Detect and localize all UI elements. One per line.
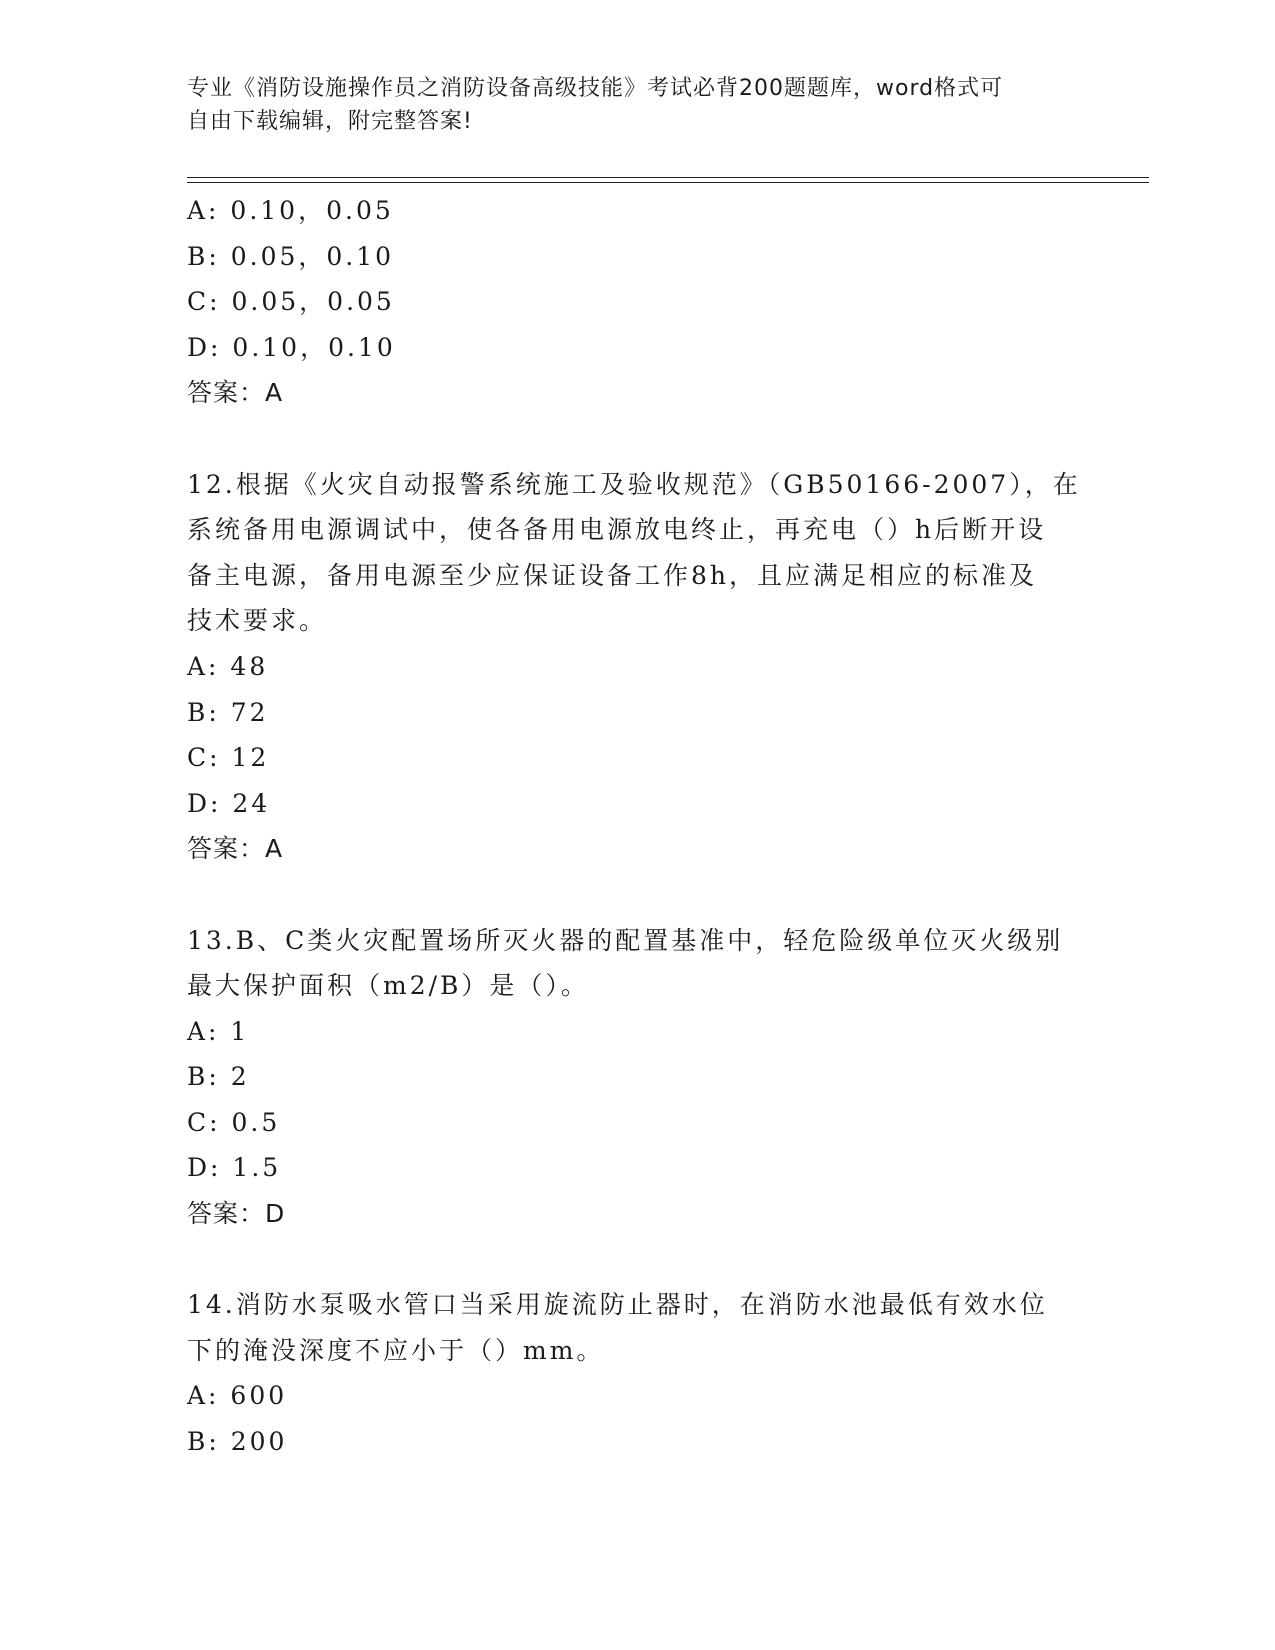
option-a: A: 0.10，0.05 (187, 196, 394, 225)
question-stem-line: 系统备用电源调试中，使各备用电源放电终止，再充电（）h后断开设 (187, 515, 1047, 545)
option-d: D: 0.10，0.10 (187, 332, 396, 362)
question-stem-line: 下的淹没深度不应小于（）mm。 (187, 1335, 605, 1365)
header-divider-bottom (187, 182, 1149, 183)
question-14 (187, 1282, 1087, 1464)
option-a: A: 48 (187, 651, 269, 681)
answer-text: 答案：D (187, 1199, 286, 1229)
option-c: C: 0.5 (187, 1107, 281, 1137)
question-stem-line: 最大保护面积（m2/B）是（）。 (187, 971, 589, 1001)
option-a: A: 600 (187, 1381, 288, 1411)
option-d: D: 1.5 (187, 1153, 282, 1183)
option-a: A: 1 (187, 1016, 250, 1046)
question-stem-line: 14.消防水泵吸水管口当采用旋流防止器时，在消防水池最低有效水位 (187, 1290, 1048, 1320)
option-b: B: 200 (187, 1427, 288, 1457)
option-b: B: 2 (187, 1062, 250, 1092)
question-list (187, 188, 1087, 1465)
document-header (187, 72, 1067, 138)
option-d: D: 24 (187, 788, 271, 818)
option-b: B: 0.05，0.10 (187, 241, 395, 271)
question-stem-line: 备主电源，备用电源至少应保证设备工作8h，且应满足相应的标准及 (187, 560, 1038, 590)
answer-text: 答案：A (187, 378, 284, 408)
question-stem-line: 12.根据《火灾自动报警系统施工及验收规范》（GB50166-2007），在 (187, 469, 1081, 499)
question-12 (187, 462, 1087, 872)
question-13 (187, 918, 1087, 1237)
option-b: B: 72 (187, 697, 269, 727)
option-c: C: 12 (187, 743, 270, 773)
header-line-1: 专业《消防设施操作员之消防设备高级技能》考试必背200题题库，word格式可 (187, 76, 1004, 101)
header-line-2: 自由下载编辑，附完整答案! (187, 109, 473, 134)
answer-text: 答案：A (187, 834, 284, 864)
question-stem-line: 技术要求。 (187, 606, 328, 636)
question-stem-line: 13.B、C类火灾配置场所灭火器的配置基准中，轻危险级单位灭火级别 (187, 925, 1064, 955)
option-c: C: 0.05，0.05 (187, 287, 395, 317)
question-11 (187, 188, 1087, 416)
header-divider-top (187, 177, 1149, 178)
